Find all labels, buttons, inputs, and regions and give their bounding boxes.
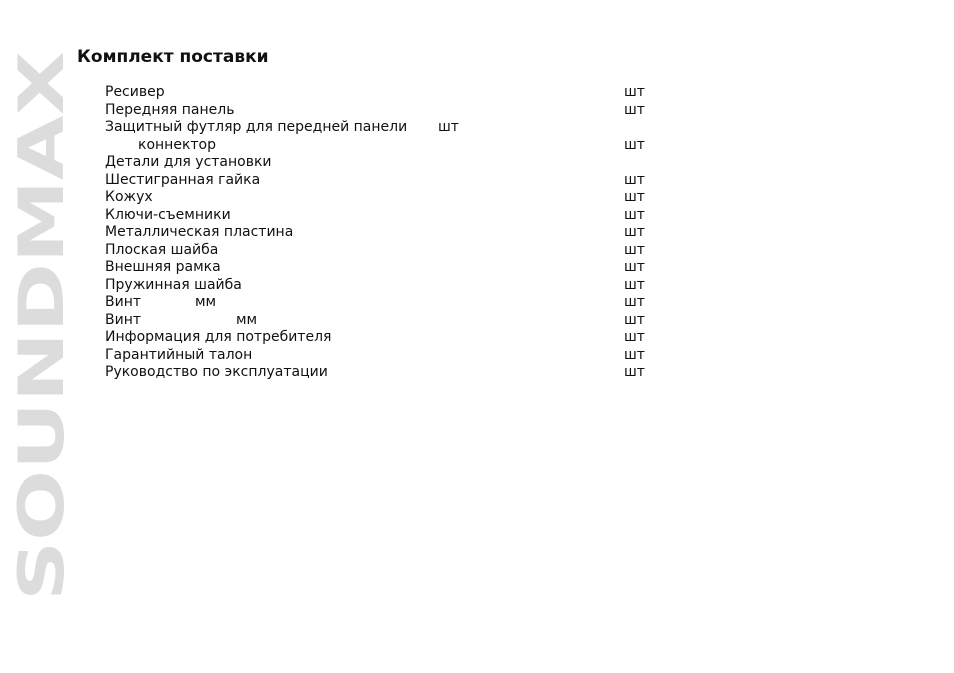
soundmax-watermark-logo xyxy=(5,48,78,604)
item-unit: шт xyxy=(624,364,645,380)
item-name: Руководство по эксплуатации xyxy=(105,364,328,380)
item-name: Пружинная шайба xyxy=(105,276,242,293)
item-name: Детали для установки xyxy=(105,154,272,170)
item-unit: шт xyxy=(438,119,459,135)
watermark-text: SOUNDMAX xyxy=(5,192,78,601)
item-size-unit: мм xyxy=(236,311,258,328)
list-item-flat-washer xyxy=(105,242,665,260)
list-item-mounting-parts xyxy=(105,154,665,172)
list-item-warranty-card xyxy=(105,347,665,365)
item-name: Передняя панель xyxy=(105,101,235,118)
item-unit: шт xyxy=(624,294,645,310)
item-name: Винт xyxy=(105,311,142,328)
list-item-release-keys xyxy=(105,207,665,225)
list-item-receiver xyxy=(105,84,665,102)
list-item-consumer-info xyxy=(105,329,665,347)
item-size-unit: мм xyxy=(195,294,217,310)
item-name: Плоская шайба xyxy=(105,241,219,258)
item-name: Гарантийный талон xyxy=(105,346,253,363)
item-name: Защитный футляр для передней панели xyxy=(105,119,408,135)
list-item-sleeve xyxy=(105,189,665,207)
item-name: Информация для потребителя xyxy=(105,329,332,345)
item-unit: шт xyxy=(624,346,645,363)
item-name: Ключи-съемники xyxy=(105,206,231,223)
item-name: Винт xyxy=(105,294,142,310)
item-unit: шт xyxy=(624,136,645,153)
item-unit: шт xyxy=(624,101,645,118)
item-name: Кожух xyxy=(105,189,153,205)
item-unit: шт xyxy=(624,224,645,240)
item-name: Внешняя рамка xyxy=(105,259,221,275)
list-item-screw-1 xyxy=(105,294,665,312)
page-title: Комплект поставки xyxy=(77,47,269,67)
delivery-set-list xyxy=(105,84,665,384)
item-name: Шестигранная гайка xyxy=(105,171,261,188)
item-unit: шт xyxy=(624,311,645,328)
list-item-metal-plate xyxy=(105,224,665,242)
list-item-panel-case xyxy=(105,119,665,137)
item-unit: шт xyxy=(624,84,645,100)
list-item-user-manual xyxy=(105,364,665,382)
item-unit: шт xyxy=(624,206,645,223)
list-item-connector xyxy=(105,137,665,155)
list-item-spring-washer xyxy=(105,277,665,295)
item-name: Металлическая пластина xyxy=(105,224,294,240)
item-unit: шт xyxy=(624,189,645,205)
item-name: Ресивер xyxy=(105,84,165,100)
list-item-screw-2 xyxy=(105,312,665,330)
item-unit: шт xyxy=(624,171,645,188)
item-unit: шт xyxy=(624,259,645,275)
list-item-hex-nut xyxy=(105,172,665,190)
item-unit: шт xyxy=(624,241,645,258)
item-name: коннектор xyxy=(138,136,217,153)
item-unit: шт xyxy=(624,329,645,345)
item-unit: шт xyxy=(624,276,645,293)
list-item-outer-frame xyxy=(105,259,665,277)
list-item-front-panel xyxy=(105,102,665,120)
